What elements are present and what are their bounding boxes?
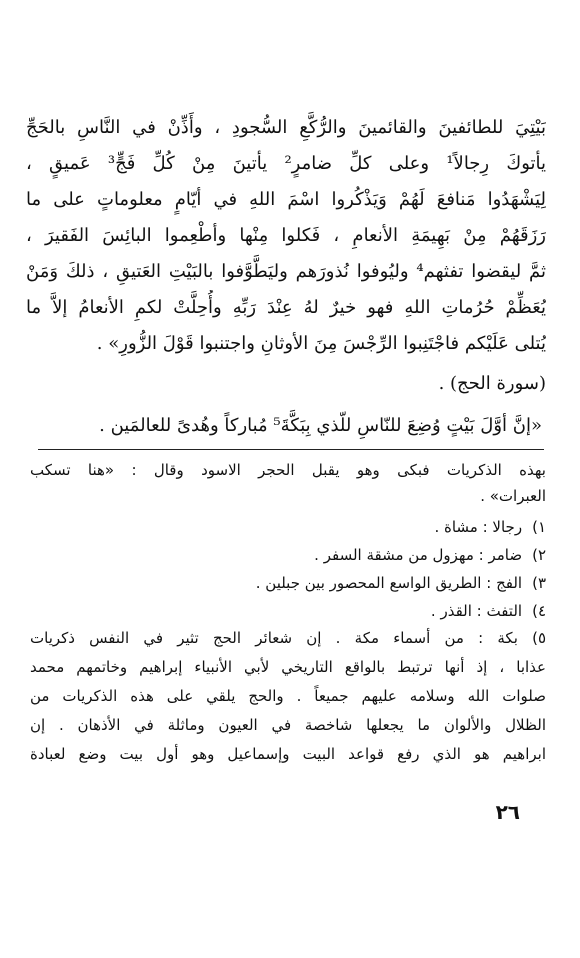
quran-quote: «إنَّ أوَّلَ بَيْتٍ وُضِعَ للنّاسِ للّذي بِبَكَّةَ⁵ مُباركاً وهُدىً للعالمَين . [99,415,542,436]
surah-reference: (سورة الحج) . [438,373,546,394]
verse-line: بَيْتِيَ للطائفينَ والقائمينَ والرُّكَّعِ السُّجودِ ، وأَذِّنْ في النَّاسِ بالحَجِّ [26,117,546,138]
verse-line: يُتلى عَلَيْكم فاجْتَنِبوا الرِّجْسَ مِنَ الأوثانِ واجتنبوا قَوْلَ الزُّورِ» . [96,333,546,354]
footnote-number: ٤) [532,602,546,620]
verse-line: لِيَشْهَدُوا مَنافعَ لَهُمْ وَيَذْكُروا اسْمَ اللهِ في أيّامٍ معلوماتٍ على ما [26,189,546,210]
footnote-text: ضامر : مهزول من مشقة السفر . [314,546,523,564]
footnote-line: صلوات الله وسلامه عليهم جميعاً . والحج يلقي على هذه الذكريات من [30,687,546,705]
paragraph-line: العبرات» . [480,487,546,505]
footnote-item [30,513,546,541]
footnote-line: عذابا ، إذ أنها ترتبط بالواقع التاريخي لأبي الأنبياء إبراهيم وخاتمهم محمد [30,658,546,676]
verse-line: يُعَظِّمْ حُرُماتِ اللهِ فهو خيرٌ لهُ عِنْدَ رَبِّهِ وأُحِلَّتْ لكمِ الأنعامُ إلاَّ ما [26,297,546,318]
footnote-number: ٣) [532,574,546,592]
paragraph-line: بهذه الذكريات فبكى وهو يقبل الحجر الاسود وقال : «هنا تسكب [30,461,546,479]
footnote-number: ٢) [532,546,546,564]
footnote-text: الفج : الطريق الواسع المحصور بين جبلين . [255,574,523,592]
footnote-divider [38,449,544,450]
footnote-item [30,569,546,597]
footnote-number: ١) [532,518,546,536]
footnote-line: الظلال والألوان ما يجعلها شاخصة في العيون وماثلة في الأذهان . إن [30,716,546,734]
verse-line: يأتوكَ رِجالاً¹ وعلى كلِّ ضامرٍ² يأتينَ مِنْ كُلِّ فَجٍّ³ عَميقٍ ، [26,153,546,174]
footnote-item [30,597,546,625]
page-number: ٢٦ [495,800,520,824]
footnote-text: التفث : القذر . [430,602,523,620]
footnote-text: رجالا : مشاة . [434,518,523,536]
footnote-item [30,541,546,569]
verse-line: ثمَّ ليقضوا تفثهم⁴ وليُوفوا نُذورَهم وليَطَّوَّفوا بالبَيْتِ العَتيقِ ، ذلكَ وَمَنْ [26,261,546,282]
footnote-line: ٥) بكة : من أسماء مكة . إن شعائر الحج تثير في النفس ذكريات [30,629,546,647]
footnote-line: ابراهيم هو الذي رفع قواعد البيت وإسماعيل وهو أول بيت وضع لعبادة [30,745,546,763]
verse-line: رَزَقَهُمْ مِنْ بَهِيمَةِ الأنعامِ ، فَكلوا مِنْها وأطْعِموا البائِسَ الفَقيرَ ، [26,225,546,246]
